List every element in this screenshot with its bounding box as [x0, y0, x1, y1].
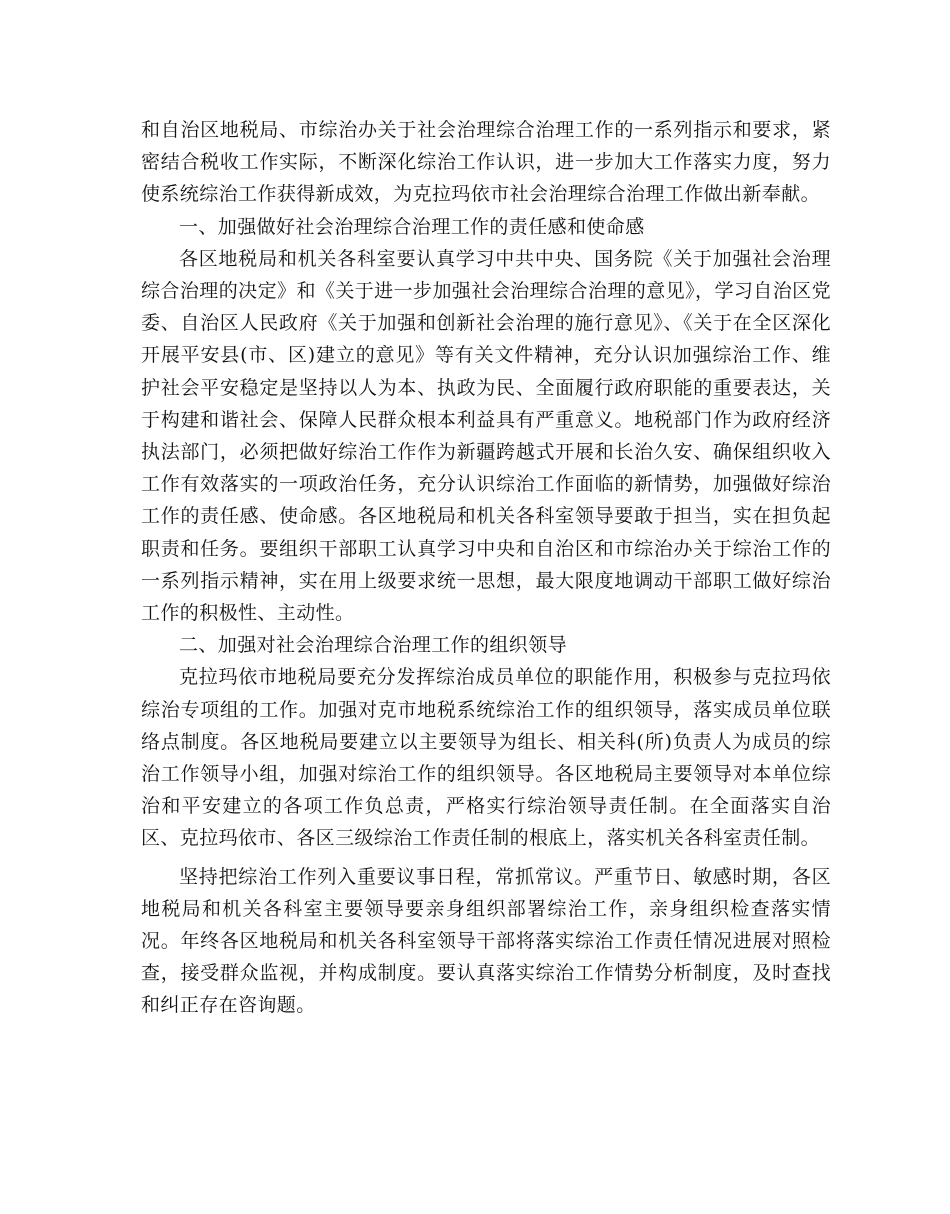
paragraph-continuation: 和自治区地税局、市综治办关于社会治理综合治理工作的一系列指示和要求，紧密结合税收工作实际，不断深化综治工作认识，进一步加大工作落实力度，努力使系统综治工作获得新成效，为克拉玛依市社会治理综合治理工作做出新奉献。 [141, 119, 831, 206]
section-heading-1: 一、加强做好社会治理综合治理工作的责任感和使命感 [179, 215, 645, 238]
paragraph-body: 各区地税局和机关各科室要认真学习中共中央、国务院《关于加强社会治理综合治理的决定》和《关于进一步加强社会治理综合治理的意见》，学习自治区党委、自治区人民政府《关于加强和创新社会治理的施行意见》、《关于在全区深化开展平安县(市、区)建立的意见》等有关文件精神，充分认识加强综治工作、维护社会平安稳定是坚持以人为本、执政为民、全面履行政府职能的重要表达，关于构建和谐社会、保障人民群众根本利益具有严重意义。地税部门作为政府经济执法部门，必须把做好综治工作作为新疆跨越式开展和长治久安、确保组织收入工作有效落实的一项政治任务，充分认识综治工作面临的新情势，加强做好综治工作的责任感、使命感。各区地税局和机关各科室领导要敢于担当，实在担负起职责和任务。要组织干部职工认真学习中央和自治区和市综治办关于综治工作的一系列指示精神，实在用上级要求统一思想，最大限度地调动干部职工做好综治工作的积极性、主动性。 [141, 247, 831, 625]
document-body [141, 114, 831, 1022]
paragraph-body: 坚持把综治工作列入重要议事日程，常抓常议。严重节日、敏感时期，各区地税局和机关各科室主要领导要亲身组织部署综治工作，亲身组织检查落实情况。年终各区地税局和机关各科室领导干部将落实综治工作责任情况进展对照检查，接受群众监视，并构成制度。要认真落实综治工作情势分析制度，及时查找和纠正存在咨询题。 [141, 865, 831, 1017]
paragraph-body: 克拉玛依市地税局要充分发挥综治成员单位的职能作用，积极参与克拉玛依综治专项组的工作。加强对克市地税系统综治工作的组织领导，落实成员单位联络点制度。各区地税局要建立以主要领导为组长、相关科(所)负责人为成员的综治工作领导小组，加强对综治工作的组织领导。各区地税局主要领导对本单位综治和平安建立的各项工作负总责，严格实行综治领导责任制。在全面落实自治区、克拉玛依市、各区三级综治工作责任制的根底上，落实机关各科室责任制。 [141, 666, 831, 850]
section-heading-2: 二、加强对社会治理综合治理工作的组织领导 [179, 634, 568, 657]
